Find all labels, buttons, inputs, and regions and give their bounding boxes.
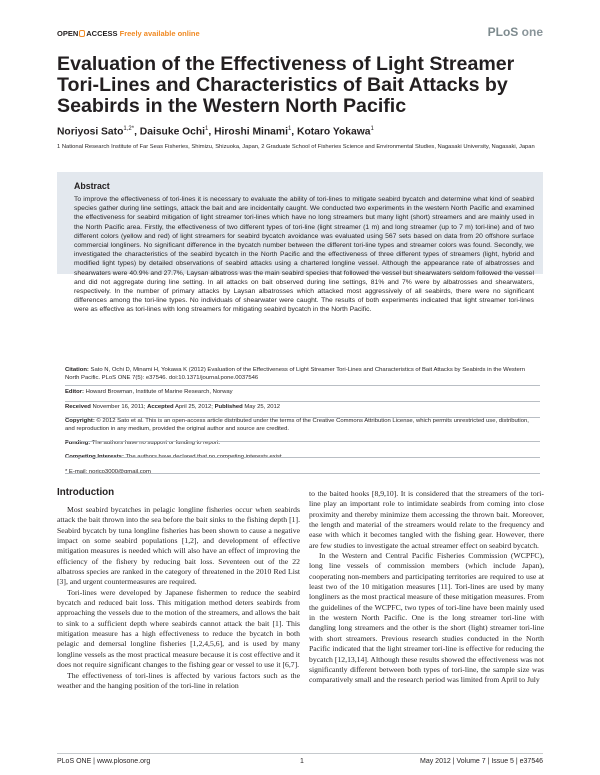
introduction-heading: Introduction [57, 487, 115, 498]
author-name[interactable]: Noriyosi Sato [57, 126, 124, 138]
funding-text: The authors have no support or funding to report. [91, 440, 221, 447]
divider [65, 401, 540, 402]
page-footer [57, 753, 543, 768]
editor-line [65, 388, 540, 396]
author-list: Noriyosi Sato$^{1,2*}$, Daisuke Ochi$^1$, Hiroshi Minami$^1$, Kotaro Yokawa$^1$ [57, 126, 374, 138]
body-column-left [57, 505, 300, 691]
plos-one-logo[interactable] [488, 25, 543, 39]
funding-label: Funding: [65, 440, 91, 447]
copyright-text: © 2012 Sato et al. This is an open-access article distributed under the terms of the Creative Commons Attribution License, which permits unrestricted use, distribution, and reproduction in any medium, provided the original author and source are credited. [65, 417, 529, 433]
author-affil-mark: 1 [205, 126, 209, 132]
logo-plos-text: PLoS [487, 25, 519, 39]
citation-label: Citation: [65, 367, 89, 373]
body-column-right [309, 489, 544, 686]
body-paragraph: Most seabird bycatches in pelagic longline fisheries occur when seabirds attack the bait thrown into the sea before the bait sinks to the fishing depth [1]. Seabird bycatch by tuna longline fisheries has been shown to cause a negative impact on some seabird populations [1,2], and development of effective mitigation measures is needed which will also have an effect of improving the efficiency of the fishery by reducing bait loss. Seventeen out of the 22 albatross species are ranked in the category of threatened in the 2010 Red List [3], and urgent countermeasures are required. [57, 505, 300, 587]
editor-label: Editor: [65, 389, 84, 396]
author-affil-mark: 1 [287, 126, 292, 132]
citation-text: Sato N, Ochi D, Minami H, Yokawa K (2012) Evaluation of the Effectiveness of Light Streamer Tori-Lines and Characteristics of Bait Attacks by Seabirds in the Western North Pacific. PLoS ONE 7(5): e37546. doi:10.1371/journal.pone.0037546 [65, 367, 526, 382]
abstract-text: To improve the effectiveness of tori-lines it is necessary to evaluate the ability of tori-lines to mitigate seabird bycatch and determine what kind of seabird species gather during line settings, attack the bait and are incidentally caught. We conducted two experiments in the western North Pacific and examined the effectiveness for seabird mitigation of light streamer tori-lines which have no long streamers but many light (short) streamers and are mainly used in the North Pacific area. Firstly, the effectiveness of two different types of tori-line (light streamer (1 m) and long streamer (up to 7 m) tori-line) and of two different colors (yellow and red) of light streamers for seabird bycatch avoidance was evaluated using 567 sets based on data from 20 offshore surface commercial longliners. No significant difference in the bycatch number between the different tori-line types and streamer colors was found. Secondly, we investigated the characteristics of the seabird bycatch in the North Pacific and the effectiveness of three different types of streamers (light, hybrid and modified light types) by detailed observations of seabird attacks using a chartered longline vessel. Although the appearance rate of albatrosses and shearwaters were 40.9% and 27.7%, Laysan albatross was the main seabird species that followed the vessel but shearwaters seldom followed the vessel and did not aggregate during line setting. In all attacks on bait observed during line settings, 81% and 7% were by albatrosses and shearwaters, respectively. In the number of primary attacks by Laysan albatrosses which attacked most aggressively of all seabirds, there were no significant differences among the tori-line types. No individuals of shearwater were caught. The results of both experiments indicated that light streamer tori-lines were as effective as tori-lines with long streamers for mitigating seabird bycatch in the North Pacific. [74, 196, 534, 314]
divider [65, 385, 540, 386]
affiliations: 1 National Research Institute of Far Seas Fisheries, Shimizu, Shizuoka, Japan, 2 Graduate School of Fisheries Science and Environmental Studies, Nagasaki University, Nagasaki, Japan [57, 144, 535, 150]
author-affil-mark: 1 [370, 126, 374, 132]
published-date: May 25, 2012 [244, 403, 281, 410]
oa-open-text: OPEN [57, 29, 79, 38]
body-paragraph: In the Western and Central Pacific Fisheries Commission (WCPFC), long line vessels of commission members (which include Japan), cooperating non-members and participating territories are required to use at least two of the 10 mitigation measures [11]. Tori-lines are used by many longliners as the most practical measure of these mitigation measures. From the guidelines of the WCPFC, two types of tori-line have been mainly used in the western North Pacific. One is the long streamer tori-line with dangling long streamers and the other is the short (light) streamer tori-line with short streamers. Previous research studies conducted in the North Pacific indicated that the light streamer tori-line is effective for reducing the bycatch [12,13,14]. Although these results showed the effectiveness was not significantly different between both types of tori-line, the sample size was comparatively small and the research period was limited from April to July [309, 551, 544, 685]
email-line[interactable]: * E-mail: norico3000@gmail.com [65, 468, 151, 475]
dates-line [65, 403, 540, 411]
divider [65, 457, 540, 458]
divider [65, 441, 540, 442]
published-label: Published [214, 403, 243, 410]
footer-journal[interactable]: PLoS ONE | www.plosone.org [57, 758, 151, 765]
open-lock-icon [79, 30, 85, 37]
article-metadata [65, 366, 540, 476]
copyright-line [65, 417, 540, 433]
accepted-label: Accepted [147, 403, 174, 410]
author-affil-mark: 1,2* [123, 126, 135, 132]
body-paragraph: Tori-lines were developed by Japanese fishermen to reduce the seabird bycatch and reduced bait loss. This mitigation method deters seabirds from approaching the vessels due to the motion of the streamers, and allows the bait to sink to a sufficient depth where seabirds cannot attack the bait [1]. This mitigation measure has a high effectiveness to reduce the bycatch in both pelagic and demersal longline fisheries [1,2,4,5,6], and is used by many longline vessels as the most practical measure because it is cost effective and it does not require significant changes to the fishing gear or vessel to use it [6,7]. [57, 587, 301, 670]
accepted-date: April 25, 2012; [174, 403, 213, 410]
footer-issue: May 2012 | Volume 7 | Issue 5 | e37546 [420, 758, 543, 765]
divider [65, 417, 540, 418]
logo-one-text: one [521, 25, 543, 39]
author-name[interactable]: Daisuke Ochi [139, 126, 206, 138]
editor-text: Howard Browman, Institute of Marine Research, Norway [85, 389, 233, 396]
citation-line [65, 366, 540, 382]
open-access-badge [57, 29, 200, 38]
article-title: Evaluation of the Effectiveness of Light Streamer Tori-Lines and Characteristics of Bait Attacks by Seabirds in the Western North Pacific [57, 53, 515, 117]
received-label: Received [65, 403, 91, 410]
competing-text: The authors have declared that no competing interests exist. [125, 454, 284, 461]
competing-label: Competing Interests: [65, 454, 124, 461]
divider [65, 473, 540, 474]
author-name[interactable]: Kotaro Yokawa [297, 126, 371, 138]
copyright-label: Copyright: [65, 417, 95, 424]
body-paragraph: The effectiveness of tori-lines is affected by various factors such as the weather and the hanging position of the tori-line in relation [57, 670, 300, 690]
freely-available-text: Freely available online [119, 29, 200, 38]
received-date: November 16, 2011; [92, 403, 146, 410]
body-paragraph: to the baited hooks [8,9,10]. It is considered that the streamers of the tori-line play an important role to intimidate seabirds from coming into close proximity and thereby minimize them accessing the thrown bait. Moreover, the length and material of the streamers would relate to the frequency and ease with which it becomes tangled with the fishing gear. However, there are few studies to investigate the actual streamer effect on seabird bycatch. [309, 489, 544, 550]
abstract-heading: Abstract [74, 181, 110, 191]
page-number: 1 [300, 758, 304, 765]
author-name[interactable]: Hiroshi Minami [214, 126, 288, 138]
journal-header [57, 25, 543, 40]
oa-access-text: ACCESS [86, 29, 118, 38]
